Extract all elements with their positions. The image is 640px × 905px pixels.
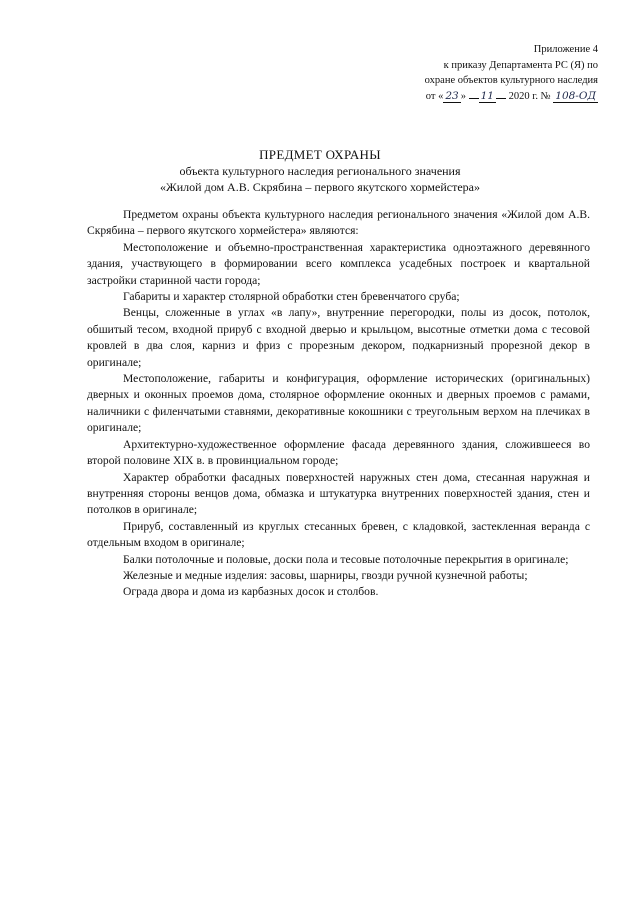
document-body (87, 207, 590, 601)
attachment-department: охране объектов культурного наследия (424, 75, 598, 86)
order-date-line (338, 89, 598, 105)
order-prefix: от « (425, 90, 444, 102)
order-mid: » (460, 90, 466, 102)
title-block (40, 146, 600, 195)
document-subtitle-2: «Жилой дом А.В. Скрябина – первого якутского хормейстера» (160, 180, 480, 194)
document-title: ПРЕДМЕТ ОХРАНЫ (259, 147, 381, 162)
paragraph: Предметом охраны объекта культурного наследия регионального значения «Жилой дом А.В. Скрябина – первого якутского хормейстера» являются: (87, 208, 590, 238)
blank-line (469, 98, 479, 99)
paragraph: Венцы, сложенные в углах «в лапу», внутренние перегородки, полы из досок, потолок, обшитый тесом, входной прируб с входной дверью и крыльцом, высотные отметки дома с тесовой кровлей в два слоя, карниз и фриз с прорезным декором, подкарнизный прорезной декор в оригинале; (87, 306, 590, 369)
paragraph: Ограда двора и дома из карбазных досок и столбов. (123, 585, 379, 599)
attachment-title: Приложение 4 (533, 44, 598, 55)
attachment-header (338, 42, 598, 104)
document-subtitle-1: объекта культурного наследия регионального значения (179, 164, 461, 178)
attachment-order-ref: к приказу Департамента РС (Я) по (443, 59, 598, 71)
paragraph: Балки потолочные и половые, доски пола и тесовые потолочные перекрытия в оригинале; (123, 552, 569, 566)
order-year: 2020 г. № (508, 90, 551, 102)
paragraph: Габариты и характер столярной обработки стен бревенчатого сруба; (123, 290, 460, 304)
paragraph: Характер обработки фасадных поверхностей наружных стен дома, стесанная наружная и внутренняя стороны венцов дома, обмазка и штукатурка внутренних поверхностей здания, стен и потолков в оригинале; (87, 470, 590, 517)
blank-line (496, 98, 506, 99)
paragraph: Местоположение и объемно-пространственная характеристика одноэтажного деревянного здания, участвующего в формировании всего комплекса усадебных построек и квартальной застройки старинной части города; (87, 240, 590, 287)
order-day: 23 (445, 89, 459, 102)
paragraph: Архитектурно-художественное оформление фасада деревянного здания, сложившееся во второй половине XIX в. в провинциальном городе; (87, 437, 590, 468)
paragraph: Прируб, составленный из круглых стесанных бревен, с кладовкой, застекленная веранда с отдельным входом в оригинале; (87, 519, 590, 550)
paragraph: Железные и медные изделия: засовы, шарниры, гвозди ручной кузнечной работы; (123, 568, 528, 582)
paragraph: Местоположение, габариты и конфигурация, оформление исторических (оригинальных) дверных и оконных проемов дома, столярное оформление оконных и дверных проемов с рамами, наличники с филенчатыми ставнями, декоративные кокошники с треугольным верхом на плечиках в оригинале; (87, 372, 590, 435)
order-month: 11 (480, 89, 494, 102)
order-number: 108-ОД (555, 89, 596, 102)
